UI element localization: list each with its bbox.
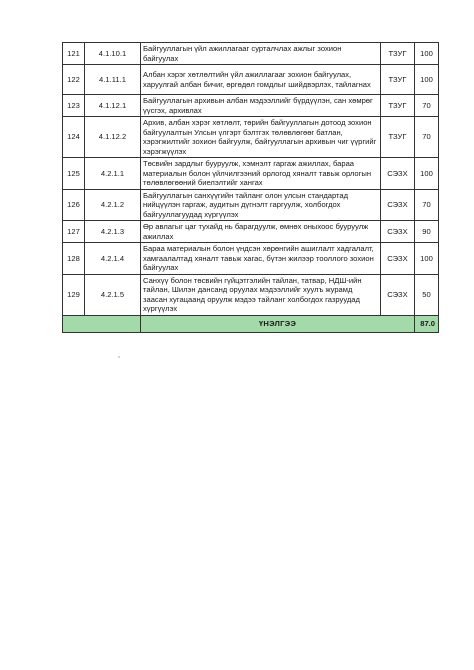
row-unit: СЭЗХ	[381, 189, 415, 221]
row-code: 4.1.12.2	[85, 117, 141, 158]
row-code: 4.1.11.1	[85, 65, 141, 95]
row-unit: ТЗУГ	[381, 65, 415, 95]
total-label: ҮНЭЛГЭЭ	[141, 315, 415, 332]
row-description: Санхүү болон төсвийн гүйцэтгэлийн тайлан, татвар, НДШ-ийн тайлан, Шилэн дансанд оруулах мэдээллийг хуулъ журамд заасан хугацаанд оруулж мэдээ тайланг холбогдох газруудад хүргүүлэх	[141, 274, 381, 315]
row-code: 4.1.12.1	[85, 95, 141, 117]
row-score: 70	[415, 117, 439, 158]
row-description: Байгууллагын санхүүгийн тайланг олон улсын стандартад нийцүүлэн гаргаж, аудитын дүгнэлт гаргуулж, холбогдох байгууллагуудад хүргүүлэх	[141, 189, 381, 221]
row-unit: ТЗУГ	[381, 43, 415, 65]
row-description: Байгууллагын үйл ажиллагааг сурталчлах ажлыг зохион байгуулах	[141, 43, 381, 65]
row-number: 128	[63, 243, 85, 275]
row-score: 100	[415, 43, 439, 65]
row-description: Албан хэрэг хөтлөлтийн үйл ажиллагааг зохион байгуулах, харуулгай албан бичиг, өргөдөл гомдлыг шийдвэрлэх, тайлагнах	[141, 65, 381, 95]
row-description: Төсвийн зардлыг бууруулж, хэмнэлт гаргаж ажиллах, бараа материалын болон үйлчилгээний орлогод хяналт тавьж орлогын төлөвлөгөөний биелэлтийг хангах	[141, 158, 381, 190]
row-number: 123	[63, 95, 85, 117]
row-number: 127	[63, 221, 85, 243]
table-row	[63, 117, 439, 158]
row-description: Бараа материалын болон үндсэн хөрөнгийн ашиглалт хадгалалт, хамгаалалтад хяналт тавьж хагас, бүтэн жилээр тооллого зохион байгуулах	[141, 243, 381, 275]
row-score: 50	[415, 274, 439, 315]
row-unit: СЭЗХ	[381, 243, 415, 275]
row-number: 124	[63, 117, 85, 158]
row-code: 4.1.10.1	[85, 43, 141, 65]
row-unit: СЭЗХ	[381, 221, 415, 243]
table-row	[63, 43, 439, 65]
table-row	[63, 243, 439, 275]
table-row	[63, 221, 439, 243]
row-number: 125	[63, 158, 85, 190]
total-value: 87.0	[415, 315, 439, 332]
row-score: 90	[415, 221, 439, 243]
row-description: Өр авлагыг цаг тухайд нь барагдуулж, өмнөх оныхоос бууруулж ажиллах	[141, 221, 381, 243]
row-code: 4.2.1.2	[85, 189, 141, 221]
scan-speck	[118, 356, 120, 358]
evaluation-table	[62, 42, 439, 333]
row-code: 4.2.1.1	[85, 158, 141, 190]
total-row	[63, 315, 439, 332]
row-unit: СЭЗХ	[381, 158, 415, 190]
row-description: Архив, албан хэрэг хөтлөлт, төрийн байгууллагын дотоод зохион байгуулалтын Улсын үлгэрт бэлтгэх төлөвлөгөөг батлан, хэрэгжилтийг зохион байгуулж, байгууллагын архивын чиг үүргийг хэрэгжүүлэх	[141, 117, 381, 158]
row-score: 70	[415, 95, 439, 117]
row-score: 100	[415, 65, 439, 95]
row-number: 129	[63, 274, 85, 315]
row-code: 4.2.1.4	[85, 243, 141, 275]
total-blank-cell	[63, 315, 141, 332]
row-unit: ТЗУГ	[381, 117, 415, 158]
table-row	[63, 95, 439, 117]
row-score: 70	[415, 189, 439, 221]
row-score: 100	[415, 158, 439, 190]
row-description: Байгууллагын архивын албан мэдээллийг бүрдүүлэн, сан хөмрөг үүсгэх, архивлах	[141, 95, 381, 117]
row-number: 126	[63, 189, 85, 221]
table-row	[63, 189, 439, 221]
row-code: 4.2.1.5	[85, 274, 141, 315]
table-row	[63, 274, 439, 315]
table-row	[63, 65, 439, 95]
row-code: 4.2.1.3	[85, 221, 141, 243]
row-unit: ТЗУГ	[381, 95, 415, 117]
row-score: 100	[415, 243, 439, 275]
table-row	[63, 158, 439, 190]
row-number: 122	[63, 65, 85, 95]
row-unit: СЭЗХ	[381, 274, 415, 315]
row-number: 121	[63, 43, 85, 65]
